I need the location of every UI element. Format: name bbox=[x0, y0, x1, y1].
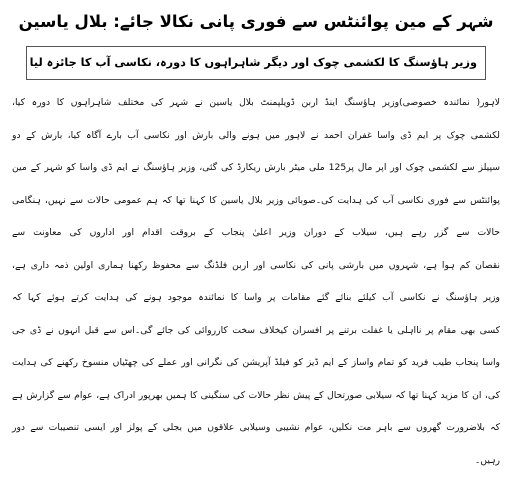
article-body bbox=[12, 87, 500, 477]
body-line: کسی بھی مقام پر نااہلی یا غفلت برتنے پر افسران کیخلاف سخت کارروائی کی جائے گی۔اس سے قبل انہوں نے ڈی جی bbox=[12, 324, 500, 336]
body-line: کی، ان کا مزید کہنا تھا کہ سیلابی صورتحال کے پیش نظر حالات کی سنگینی کا ہمیں بھرپور ادراک ہے، عوام سے گزارش ہے bbox=[12, 389, 500, 401]
body-line: رہیں۔ bbox=[474, 454, 500, 466]
body-line: حالات سے گزر رہے ہیں، سیلاب کے دوران وزیر اعلیٰ پنجاب کے بروقت اقدام اور اداروں کی معاونت سے bbox=[12, 227, 500, 238]
body-line: کہ بلاضرورت گھروں سے باہر مت نکلیں، عوام نشیبی وسیلابی علاقوں میں بجلی کے پولز اور ایسی تنصیبات سے دور bbox=[12, 422, 500, 433]
headline: شہر کے مین پوائنٹس سے فوری پانی نکالا جائے: بلال یاسین bbox=[18, 12, 494, 31]
body-line: سپیلز سے لکشمی چوک اور اپر مال پر125 ملی میٹر بارش ریکارڈ کی گئی، وزیر ہاؤسنگ نے ایم ڈی واسا کو شہر کے مین bbox=[12, 162, 500, 173]
subheadline: وزیر ہاؤسنگ کا لکشمی چوک اور دیگر شاہراہوں کا دورہ، نکاسی آب کا جائزہ لیا bbox=[29, 56, 477, 69]
body-line: لکشمی چوک پر ایم ڈی واسا غفران احمد نے لاہور میں ہونے والی بارش اور نکاسی آب بارے آگاہ کیا، بارش کے دو bbox=[12, 129, 500, 141]
body-line: واسا پنجاب طیب فرید کو تمام واساز کے ایم ڈیز کو فیلڈ آپریشن کی نگرانی اور عملے کی چھٹیاں منسوخ رکھنے کی ہدایت bbox=[12, 357, 500, 368]
subheadline-box bbox=[26, 46, 486, 80]
body-line: پوائنٹس سے فوری نکاسی آب کی ہدایت کی۔صوبائی وزیر بلال یاسین کا کہنا تھا کہ ہم عمومی حالات سے نہیں، ہنگامی bbox=[12, 194, 500, 206]
body-line: لاہور( نمائندہ خصوصی)وزیر ہاؤسنگ اینڈ اربن ڈویلپمنٹ بلال یاسین نے شہر کی مختلف شاہراہوں کا دورہ کیا، bbox=[12, 97, 500, 108]
body-line: وزیر ہاؤسنگ نے نکاسی آب کیلئے بنائے گئے مقامات پر واسا کا نمائندہ موجود ہونے کی ہدایت کرتے ہوئے کہا کہ bbox=[12, 292, 500, 303]
body-line: نقصان کم ہوا ہے، شہروں میں بارشی پانی کی نکاسی اور اربن فلڈنگ سے محفوظ رکھنا ہماری اولین ذمہ داری ہے، bbox=[12, 259, 500, 271]
